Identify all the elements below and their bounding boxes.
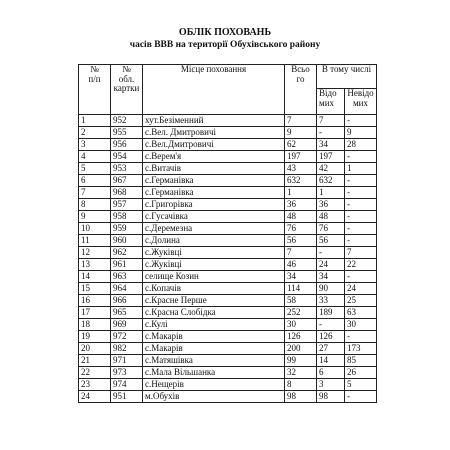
known-count: - (317, 319, 345, 331)
burial-place: селище Козин (143, 271, 285, 283)
unknown-count: 63 (345, 307, 377, 319)
card-number: 969 (111, 319, 143, 331)
header-place: Місце поховання (143, 65, 285, 115)
burial-place: с.Макарів (143, 343, 285, 355)
burial-place: с.Германівка (143, 175, 285, 187)
row-number: 18 (79, 319, 111, 331)
burial-place: с.Верем'я (143, 151, 285, 163)
unknown-count: 26 (345, 367, 377, 379)
unknown-count: - (345, 115, 377, 127)
card-number: 957 (111, 199, 143, 211)
known-count: 197 (317, 151, 345, 163)
known-count: 189 (317, 307, 345, 319)
row-number: 2 (79, 127, 111, 139)
card-number: 951 (111, 391, 143, 403)
total-count: 1 (285, 187, 317, 199)
burial-place: с.Мала Вільшанка (143, 367, 285, 379)
known-count: - (317, 247, 345, 259)
burial-place: с.Гусачівка (143, 211, 285, 223)
total-count: 7 (285, 247, 317, 259)
known-count: 56 (317, 235, 345, 247)
table-header (79, 65, 377, 115)
table-row (79, 139, 377, 151)
table-row (79, 163, 377, 175)
table-row (79, 235, 377, 247)
known-count: 34 (317, 139, 345, 151)
row-number: 9 (79, 211, 111, 223)
unknown-count: 7 (345, 247, 377, 259)
unknown-count: - (345, 223, 377, 235)
table-row (79, 343, 377, 355)
total-count: 56 (285, 235, 317, 247)
known-count: 27 (317, 343, 345, 355)
table-row (79, 187, 377, 199)
burial-place: с.Долина (143, 235, 285, 247)
known-count: 3 (317, 379, 345, 391)
burial-place: с.Макарів (143, 331, 285, 343)
card-number: 960 (111, 235, 143, 247)
document-title: ОБЛІК ПОХОВАНЬ (178, 27, 272, 38)
table-row (79, 355, 377, 367)
unknown-count: - (345, 175, 377, 187)
header-total: Всьо го (285, 65, 317, 115)
burial-place: с.Деремезна (143, 223, 285, 235)
unknown-count: - (345, 187, 377, 199)
total-count: 200 (285, 343, 317, 355)
total-count: 46 (285, 259, 317, 271)
row-number: 23 (79, 379, 111, 391)
card-number: 972 (111, 331, 143, 343)
unknown-count: 30 (345, 319, 377, 331)
row-number: 10 (79, 223, 111, 235)
row-number: 6 (79, 175, 111, 187)
table-row (79, 283, 377, 295)
table-row (79, 379, 377, 391)
card-number: 966 (111, 295, 143, 307)
burial-place: с.Красна Слобідка (143, 307, 285, 319)
unknown-count: - (345, 391, 377, 403)
row-number: 1 (79, 115, 111, 127)
total-count: 62 (285, 139, 317, 151)
table-row (79, 331, 377, 343)
total-count: 32 (285, 367, 317, 379)
row-number: 19 (79, 331, 111, 343)
burial-place: с.Нещерів (143, 379, 285, 391)
total-count: 99 (285, 355, 317, 367)
unknown-count: - (345, 271, 377, 283)
row-number: 14 (79, 271, 111, 283)
unknown-count: 24 (345, 283, 377, 295)
table-row (79, 211, 377, 223)
unknown-count: 5 (345, 379, 377, 391)
row-number: 16 (79, 295, 111, 307)
card-number: 953 (111, 163, 143, 175)
known-count: 48 (317, 211, 345, 223)
burial-place: с.Красне Перше (143, 295, 285, 307)
row-number: 8 (79, 199, 111, 211)
row-number: 4 (79, 151, 111, 163)
row-number: 20 (79, 343, 111, 355)
unknown-count: 1 (345, 163, 377, 175)
burial-place: с.Жуківці (143, 247, 285, 259)
table-row (79, 199, 377, 211)
table-row (79, 319, 377, 331)
header-card: № обл. картки (111, 65, 143, 115)
table-row (79, 247, 377, 259)
header-unknown: Невідо мих (345, 89, 377, 115)
known-count: - (317, 127, 345, 139)
row-number: 12 (79, 247, 111, 259)
burial-place: с.Витачів (143, 163, 285, 175)
unknown-count: 25 (345, 295, 377, 307)
total-count: 9 (285, 127, 317, 139)
burial-place: с.Копачів (143, 283, 285, 295)
table-row (79, 307, 377, 319)
total-count: 8 (285, 379, 317, 391)
known-count: 7 (317, 115, 345, 127)
burials-table (78, 64, 377, 403)
burial-place: хут.Безіменний (143, 115, 285, 127)
burial-place: с.Германівка (143, 187, 285, 199)
known-count: 126 (317, 331, 345, 343)
known-count: 1 (317, 187, 345, 199)
unknown-count: - (345, 199, 377, 211)
known-count: 24 (317, 259, 345, 271)
total-count: 76 (285, 223, 317, 235)
document-subtitle: часів ВВВ на території Обухівського району (129, 40, 321, 50)
card-number: 962 (111, 247, 143, 259)
table-row (79, 115, 377, 127)
total-count: 126 (285, 331, 317, 343)
row-number: 3 (79, 139, 111, 151)
unknown-count: 28 (345, 139, 377, 151)
row-number: 21 (79, 355, 111, 367)
table-row (79, 175, 377, 187)
card-number: 974 (111, 379, 143, 391)
unknown-count: 9 (345, 127, 377, 139)
known-count: 90 (317, 283, 345, 295)
card-number: 956 (111, 139, 143, 151)
burial-place: с.Вел.Дмитровичі (143, 139, 285, 151)
card-number: 964 (111, 283, 143, 295)
known-count: 6 (317, 367, 345, 379)
total-count: 48 (285, 211, 317, 223)
row-number: 17 (79, 307, 111, 319)
header-including: В тому числі (317, 65, 377, 89)
card-number: 958 (111, 211, 143, 223)
table-row (79, 259, 377, 271)
total-count: 36 (285, 199, 317, 211)
row-number: 22 (79, 367, 111, 379)
table-row (79, 295, 377, 307)
burial-place: с.Матяшівка (143, 355, 285, 367)
card-number: 954 (111, 151, 143, 163)
total-count: 43 (285, 163, 317, 175)
total-count: 632 (285, 175, 317, 187)
row-number: 15 (79, 283, 111, 295)
card-number: 973 (111, 367, 143, 379)
unknown-count: - (345, 331, 377, 343)
known-count: 98 (317, 391, 345, 403)
row-number: 13 (79, 259, 111, 271)
card-number: 968 (111, 187, 143, 199)
card-number: 961 (111, 259, 143, 271)
known-count: 14 (317, 355, 345, 367)
unknown-count: 22 (345, 259, 377, 271)
burial-place: с.Вел. Дмитровичі (143, 127, 285, 139)
table-row (79, 391, 377, 403)
card-number: 959 (111, 223, 143, 235)
table-row (79, 367, 377, 379)
unknown-count: 173 (345, 343, 377, 355)
burial-place: с.Кулі (143, 319, 285, 331)
known-count: 632 (317, 175, 345, 187)
row-number: 5 (79, 163, 111, 175)
burial-place: с.Григорівка (143, 199, 285, 211)
table-row (79, 127, 377, 139)
total-count: 34 (285, 271, 317, 283)
unknown-count: - (345, 211, 377, 223)
total-count: 252 (285, 307, 317, 319)
unknown-count: 85 (345, 355, 377, 367)
table-row (79, 151, 377, 163)
known-count: 36 (317, 199, 345, 211)
burial-place: с.Жуківці (143, 259, 285, 271)
header-known: Відо мих (317, 89, 345, 115)
card-number: 965 (111, 307, 143, 319)
total-count: 197 (285, 151, 317, 163)
row-number: 11 (79, 235, 111, 247)
total-count: 30 (285, 319, 317, 331)
total-count: 98 (285, 391, 317, 403)
known-count: 34 (317, 271, 345, 283)
table-row (79, 223, 377, 235)
table-body (79, 115, 377, 403)
known-count: 33 (317, 295, 345, 307)
known-count: 42 (317, 163, 345, 175)
total-count: 114 (285, 283, 317, 295)
table-row (79, 271, 377, 283)
card-number: 971 (111, 355, 143, 367)
header-num: № п/п (79, 65, 111, 115)
unknown-count: - (345, 151, 377, 163)
row-number: 24 (79, 391, 111, 403)
row-number: 7 (79, 187, 111, 199)
card-number: 967 (111, 175, 143, 187)
card-number: 955 (111, 127, 143, 139)
card-number: 982 (111, 343, 143, 355)
burial-place: м.Обухів (143, 391, 285, 403)
total-count: 7 (285, 115, 317, 127)
unknown-count: - (345, 235, 377, 247)
card-number: 963 (111, 271, 143, 283)
total-count: 58 (285, 295, 317, 307)
card-number: 952 (111, 115, 143, 127)
known-count: 76 (317, 223, 345, 235)
